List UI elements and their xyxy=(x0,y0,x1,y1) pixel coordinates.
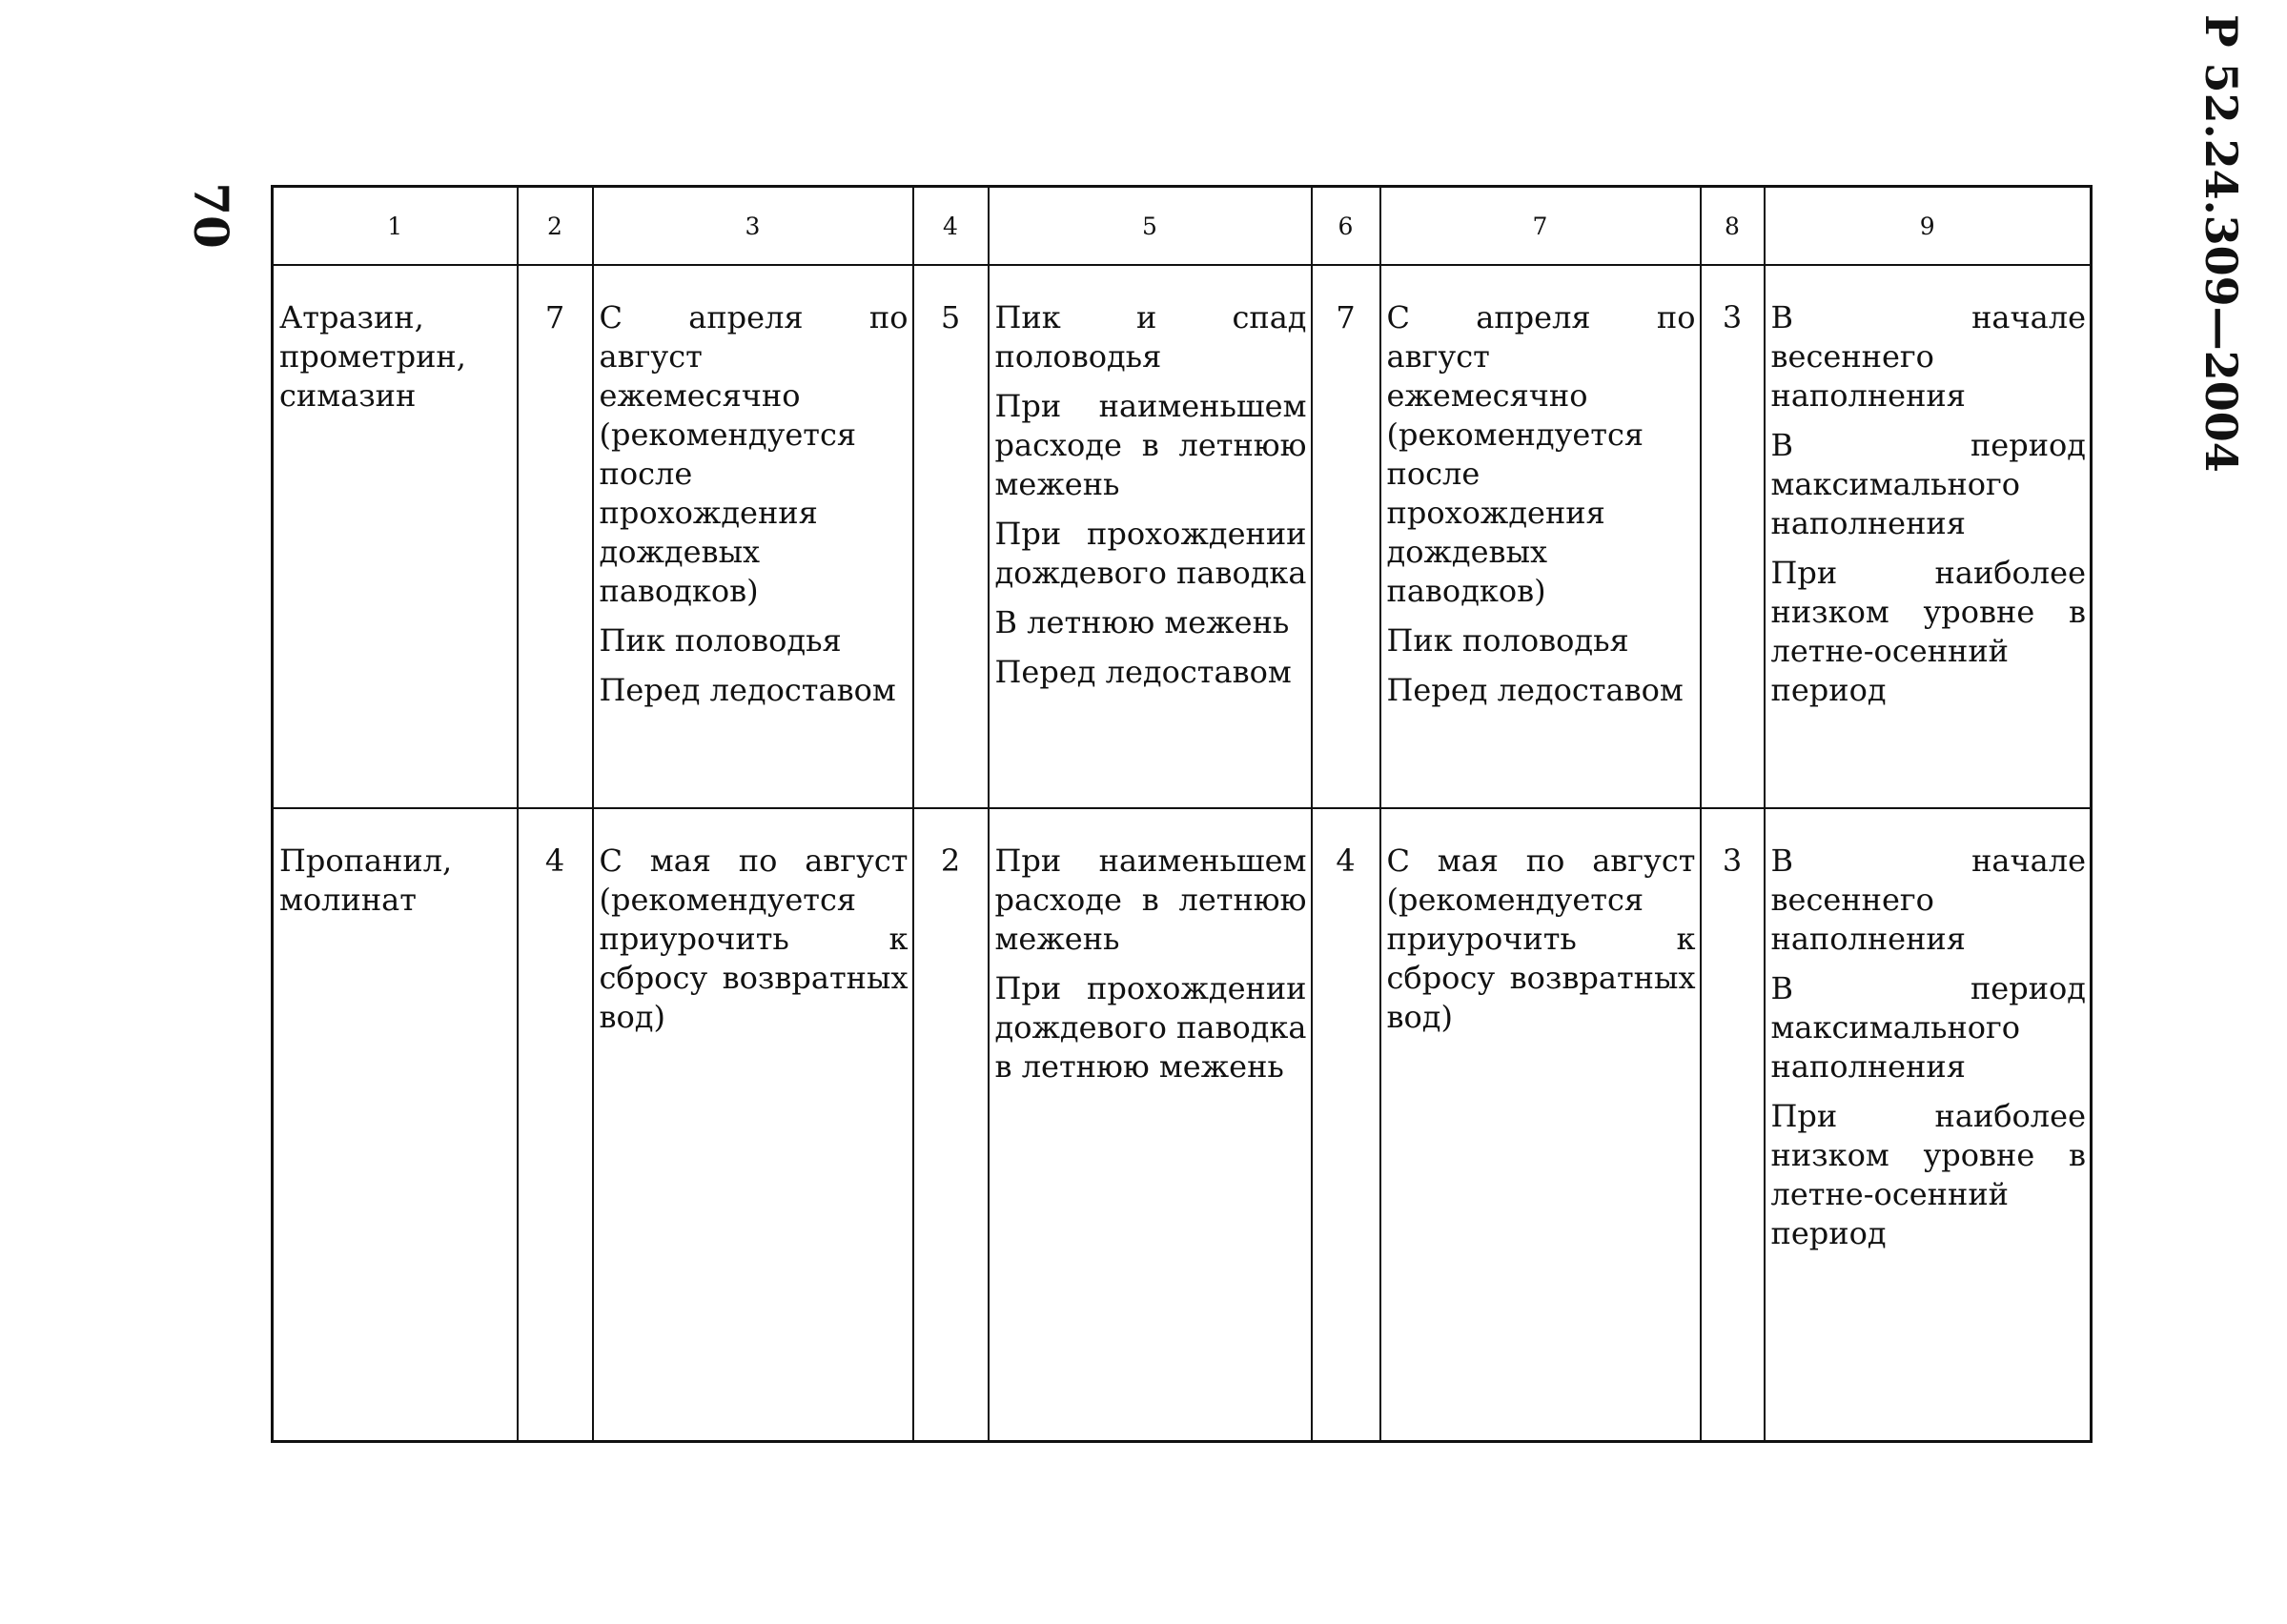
column-header: 2 xyxy=(518,187,593,266)
substance-name: Пропанил, молинат xyxy=(279,842,453,918)
page-number: 70 xyxy=(183,182,239,249)
schedule-cell xyxy=(593,808,913,1442)
schedule-line: Пик половодья xyxy=(1386,622,1629,659)
schedule-cell xyxy=(1380,808,1701,1442)
count-cell xyxy=(913,808,989,1442)
column-header: 4 xyxy=(913,187,989,266)
count-cell xyxy=(1701,265,1765,808)
schedule-line: С мая по август (рекомендуется приурочить к сбросу возвратных вод) xyxy=(1386,842,1696,1035)
schedule-cell xyxy=(1380,265,1701,808)
schedule-line: Пик и спад половодья xyxy=(994,299,1307,375)
column-header: 9 xyxy=(1765,187,2092,266)
substance-name: Атразин, прометрин, симазин xyxy=(279,299,466,414)
column-header: 5 xyxy=(989,187,1312,266)
schedule-line: В летнюю межень xyxy=(994,604,1290,640)
count-value: 7 xyxy=(1336,299,1356,335)
column-header: 3 xyxy=(593,187,913,266)
column-header: 8 xyxy=(1701,187,1765,266)
column-header: 6 xyxy=(1312,187,1380,266)
schedule-cell xyxy=(1765,808,2092,1442)
schedule-line: Перед ледоставом xyxy=(599,672,896,708)
schedule-line: Пик половодья xyxy=(599,622,842,659)
count-cell xyxy=(1312,808,1380,1442)
schedule-line: При наиболее низком уровне в летне-осенний период xyxy=(1770,555,2086,708)
count-value: 3 xyxy=(1722,299,1743,335)
schedule-line: В период максимального наполнения xyxy=(1770,970,2086,1085)
schedule-line: В начале весеннего наполнения xyxy=(1770,842,2086,957)
data-table xyxy=(271,185,2093,1443)
schedule-line: С апреля по август ежемесячно (рекомендуется после прохождения дождевых паводков) xyxy=(1386,299,1696,609)
schedule-line: Перед ледоставом xyxy=(994,654,1292,690)
count-value: 5 xyxy=(940,299,961,335)
count-cell xyxy=(1701,808,1765,1442)
schedule-line: При наиболее низком уровне в летне-осенний период xyxy=(1770,1098,2086,1251)
count-cell xyxy=(518,265,593,808)
schedule-line: При наименьшем расходе в летнюю межень xyxy=(994,842,1307,957)
count-value: 7 xyxy=(544,299,565,335)
schedule-line: В начале весеннего наполнения xyxy=(1770,299,2086,414)
count-value: 3 xyxy=(1722,842,1743,879)
column-header: 1 xyxy=(273,187,518,266)
count-cell xyxy=(518,808,593,1442)
table-row xyxy=(273,808,2092,1442)
document-code: Р 52.24.309—2004 xyxy=(2195,14,2247,473)
schedule-line: При прохождении дождевого паводка в летнюю межень xyxy=(994,970,1307,1085)
count-value: 4 xyxy=(544,842,565,879)
schedule-line: При прохождении дождевого паводка xyxy=(994,516,1307,591)
schedule-cell xyxy=(1765,265,2092,808)
table-row xyxy=(273,265,2092,808)
count-cell xyxy=(913,265,989,808)
schedule-line: При наименьшем расходе в летнюю межень xyxy=(994,388,1307,502)
substance-cell xyxy=(273,265,518,808)
schedule-line: С мая по август (рекомендуется приурочить к сбросу возвратных вод) xyxy=(599,842,909,1035)
schedule-line: С апреля по август ежемесячно (рекомендуется после прохождения дождевых паводков) xyxy=(599,299,909,609)
header-row xyxy=(273,187,2092,266)
count-value: 4 xyxy=(1336,842,1356,879)
substance-cell xyxy=(273,808,518,1442)
count-cell xyxy=(1312,265,1380,808)
schedule-cell xyxy=(593,265,913,808)
schedule-cell xyxy=(989,808,1312,1442)
schedule-cell xyxy=(989,265,1312,808)
count-value: 2 xyxy=(940,842,961,879)
schedule-line: В период максимального наполнения xyxy=(1770,427,2086,541)
column-header: 7 xyxy=(1380,187,1701,266)
schedule-line: Перед ледоставом xyxy=(1386,672,1684,708)
